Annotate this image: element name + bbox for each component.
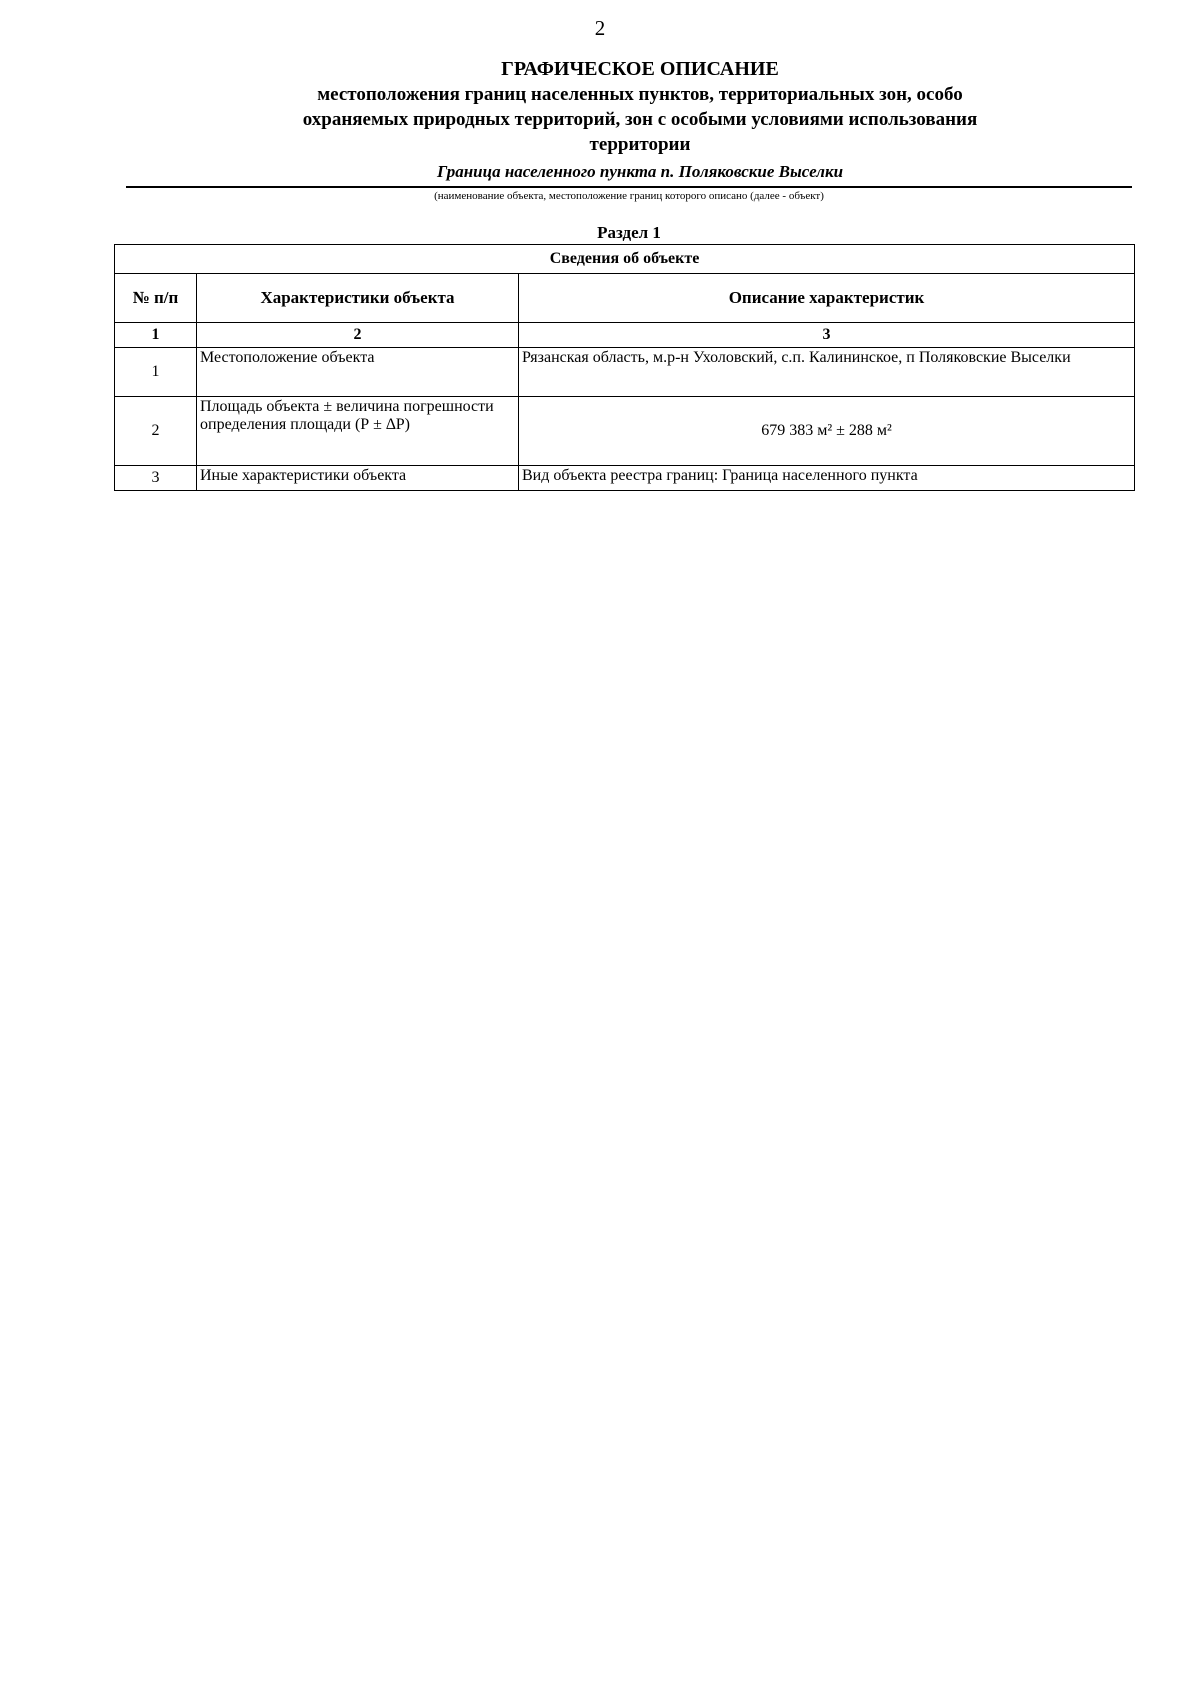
column-header-number: № п/п [115, 274, 197, 323]
section-title: Раздел 1 [597, 223, 661, 242]
document-subtitle: местоположения границ населенных пунктов, территориальных зон, особо охраняемых природных территорий, зон с особыми условиями использования территории [302, 84, 978, 155]
table-row [115, 466, 1135, 491]
row-description: Рязанская область, м.р-н Ухоловский, с.п. Калининское, п Поляковские Выселки [519, 348, 1135, 397]
table-header-row [115, 274, 1135, 323]
object-name: Граница населенного пункта п. Поляковские Выселки [436, 162, 844, 181]
row-number: 3 [115, 466, 197, 491]
column-header-description: Описание характеристик [519, 274, 1135, 323]
table-row [115, 348, 1135, 397]
row-number: 2 [115, 397, 197, 466]
object-info-table [114, 244, 1135, 491]
row-number: 1 [115, 348, 197, 397]
column-number-1: 1 [115, 323, 197, 348]
row-description: Вид объекта реестра границ: Граница населенного пункта [519, 466, 1135, 491]
row-characteristic: Площадь объекта ± величина погрешности определения площади (Р ± ∆Р) [197, 397, 519, 466]
row-characteristic: Местоположение объекта [197, 348, 519, 397]
column-number-2: 2 [197, 323, 519, 348]
page-number: 2 [594, 16, 606, 40]
document-title: ГРАФИЧЕСКОЕ ОПИСАНИЕ [501, 58, 779, 80]
object-name-underline [126, 186, 1132, 188]
document-header [120, 56, 1160, 183]
column-header-characteristic: Характеристики объекта [197, 274, 519, 323]
object-name-caption: (наименование объекта, местоположение границ которого описано (далее - объект) [434, 190, 824, 202]
table-row [115, 397, 1135, 466]
table-caption: Сведения об объекте [115, 245, 1135, 274]
row-characteristic: Иные характеристики объекта [197, 466, 519, 491]
row-description: 679 383 м² ± 288 м² [519, 397, 1135, 466]
table-caption-row [115, 245, 1135, 274]
table-column-numbers-row [115, 323, 1135, 348]
column-number-3: 3 [519, 323, 1135, 348]
